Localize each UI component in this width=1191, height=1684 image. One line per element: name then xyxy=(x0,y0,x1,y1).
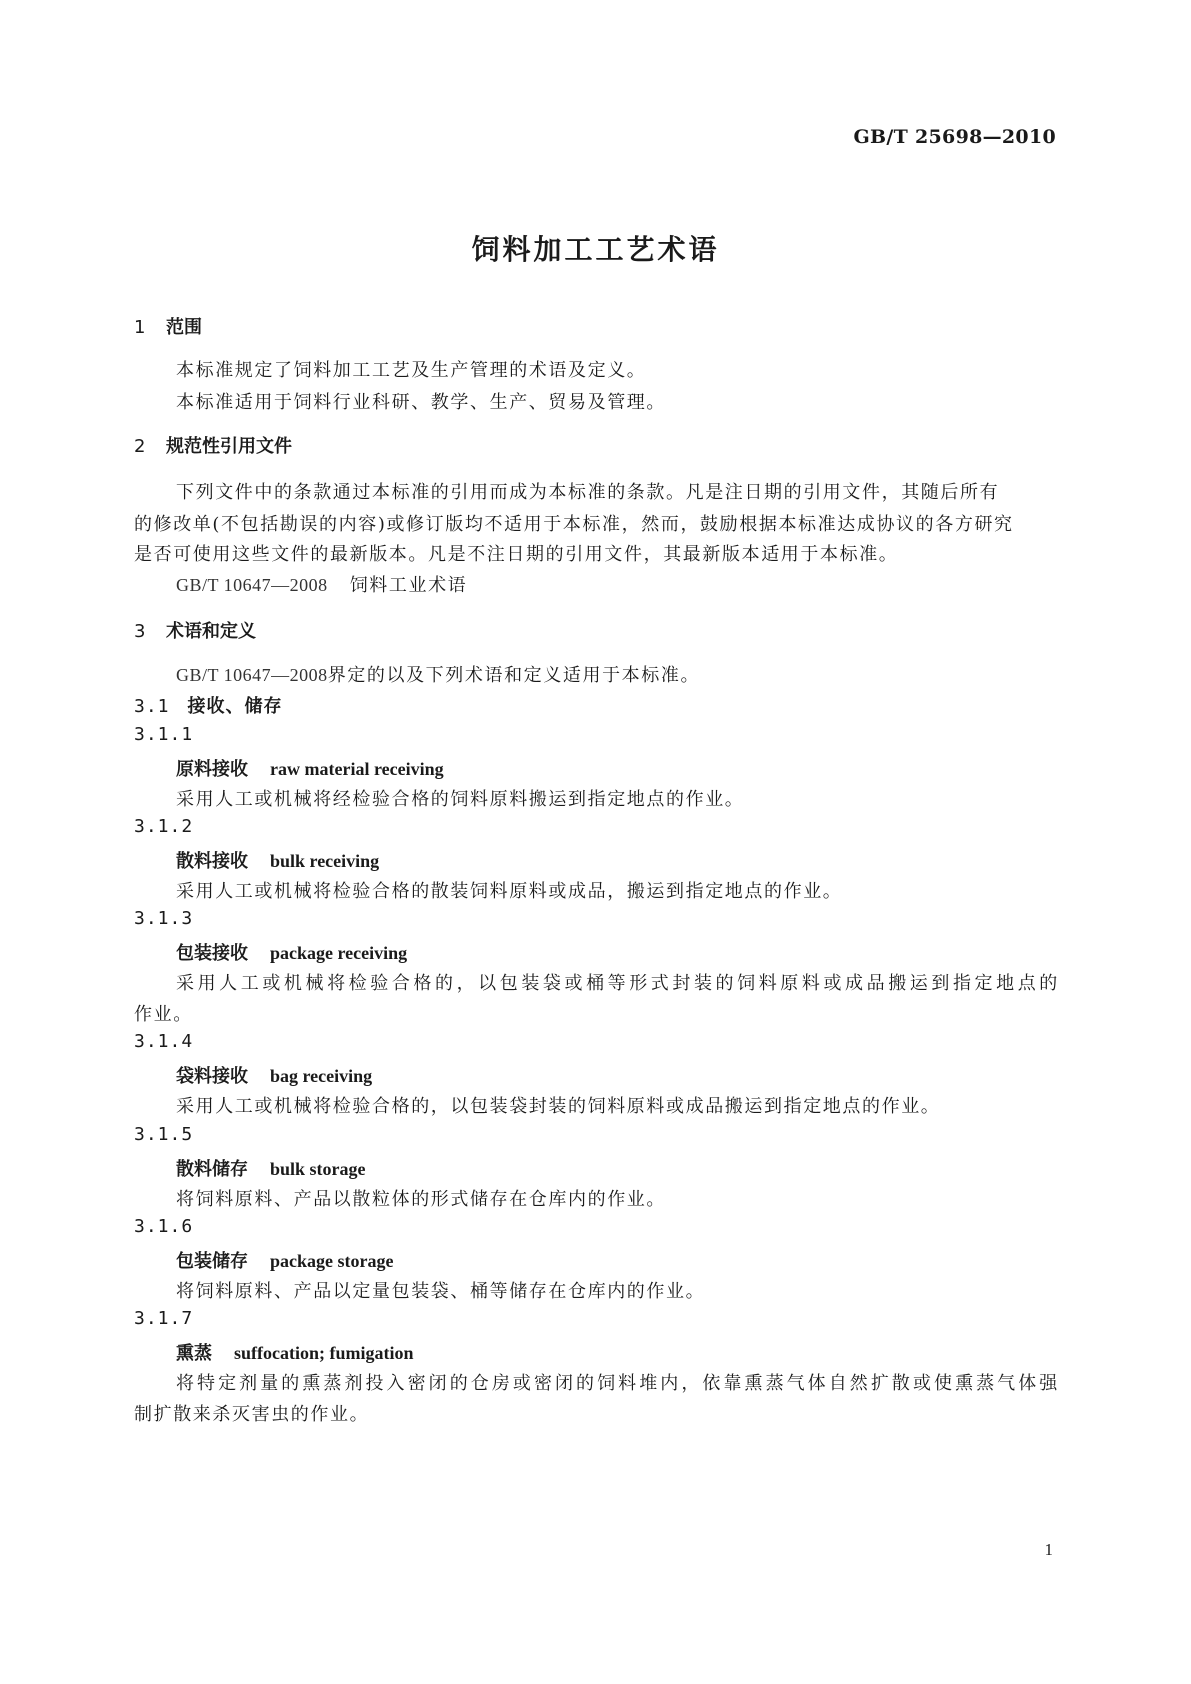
term-en: bag receiving xyxy=(270,1066,373,1086)
term-en: bulk storage xyxy=(270,1159,366,1179)
term-number: 3.1.1 xyxy=(134,724,194,745)
term-cn: 散料接收 xyxy=(176,851,248,872)
reference-entry xyxy=(176,571,467,597)
reference-code: GB/T 10647—2008 xyxy=(176,575,328,595)
term-cn: 熏蒸 xyxy=(176,1343,212,1364)
section-title: 规范性引用文件 xyxy=(166,436,292,457)
term-definition-continued: 作业。 xyxy=(134,1004,193,1025)
term-cn: 包装接收 xyxy=(176,943,248,964)
reference-title: 饲料工业术语 xyxy=(349,575,468,596)
paragraph-line: 的修改单(不包括勘误的内容)或修订版均不适用于本标准，然而，鼓励根据本标准达成协议的各方研究 xyxy=(134,514,1014,535)
paragraph: 本标准规定了饲料加工工艺及生产管理的术语及定义。 xyxy=(176,360,647,381)
term-heading xyxy=(176,755,444,781)
term-definition: 将特定剂量的熏蒸剂投入密闭的仓房或密闭的饲料堆内，依靠熏蒸气体自然扩散或使熏蒸气体强 xyxy=(176,1373,1059,1394)
subsection-title: 接收、储存 xyxy=(187,696,283,717)
paragraph-line: 下列文件中的条款通过本标准的引用而成为本标准的条款。凡是注日期的引用文件，其随后所有 xyxy=(176,482,1000,503)
term-cn: 包装储存 xyxy=(176,1251,248,1272)
subsection-number: 3.1 xyxy=(134,696,170,717)
term-heading xyxy=(176,1062,372,1088)
term-number: 3.1.2 xyxy=(134,816,194,837)
term-heading xyxy=(176,847,379,873)
section-heading-scope xyxy=(134,313,202,339)
term-heading xyxy=(176,1155,366,1181)
term-definition: 采用人工或机械将经检验合格的饲料原料搬运到指定地点的作业。 xyxy=(176,789,745,810)
term-cn: 袋料接收 xyxy=(176,1066,248,1087)
section-number: 3 xyxy=(134,621,146,642)
term-number: 3.1.5 xyxy=(134,1124,194,1145)
paragraph-line: 是否可使用这些文件的最新版本。凡是不注日期的引用文件，其最新版本适用于本标准。 xyxy=(134,544,899,565)
standard-code: GB/T 25698—2010 xyxy=(853,126,1056,148)
term-definition: 采用人工或机械将检验合格的，以包装袋封装的饲料原料或成品搬运到指定地点的作业。 xyxy=(176,1096,941,1117)
term-definition-continued: 制扩散来杀灭害虫的作业。 xyxy=(134,1404,370,1425)
term-heading xyxy=(176,939,407,965)
term-number: 3.1.6 xyxy=(134,1216,194,1237)
term-number: 3.1.3 xyxy=(134,908,194,929)
term-number: 3.1.7 xyxy=(134,1308,194,1329)
term-definition: 将饲料原料、产品以定量包装袋、桶等储存在仓库内的作业。 xyxy=(176,1281,706,1302)
term-definition: 采用人工或机械将检验合格的，以包装袋或桶等形式封装的饲料原料或成品搬运到指定地点的 xyxy=(176,973,1059,994)
term-en: bulk receiving xyxy=(270,851,380,871)
term-en: raw material receiving xyxy=(270,759,444,779)
term-en: suffocation; fumigation xyxy=(234,1343,414,1363)
term-en: package storage xyxy=(270,1251,394,1271)
section-heading-normative-refs xyxy=(134,432,292,458)
terms-intro xyxy=(176,661,700,687)
subsection-heading xyxy=(134,692,283,718)
section-number: 2 xyxy=(134,436,146,457)
reference-code: GB/T 10647—2008 xyxy=(176,665,328,685)
paragraph: 本标准适用于饲料行业科研、教学、生产、贸易及管理。 xyxy=(176,392,666,413)
term-definition: 将饲料原料、产品以散粒体的形式储存在仓库内的作业。 xyxy=(176,1189,666,1210)
document-title: 饲料加工工艺术语 xyxy=(471,233,720,266)
term-definition: 采用人工或机械将检验合格的散装饲料原料或成品，搬运到指定地点的作业。 xyxy=(176,881,843,902)
term-heading xyxy=(176,1339,414,1365)
term-heading xyxy=(176,1247,393,1273)
term-cn: 原料接收 xyxy=(176,759,248,780)
section-title: 术语和定义 xyxy=(166,621,256,642)
term-number: 3.1.4 xyxy=(134,1031,194,1052)
page-number: 1 xyxy=(1044,1540,1053,1559)
term-en: package receiving xyxy=(270,943,408,963)
term-cn: 散料储存 xyxy=(176,1159,248,1180)
section-heading-terms xyxy=(134,617,256,643)
section-title: 范围 xyxy=(166,317,202,338)
intro-text: 界定的以及下列术语和定义适用于本标准。 xyxy=(327,665,701,686)
section-number: 1 xyxy=(134,317,146,338)
